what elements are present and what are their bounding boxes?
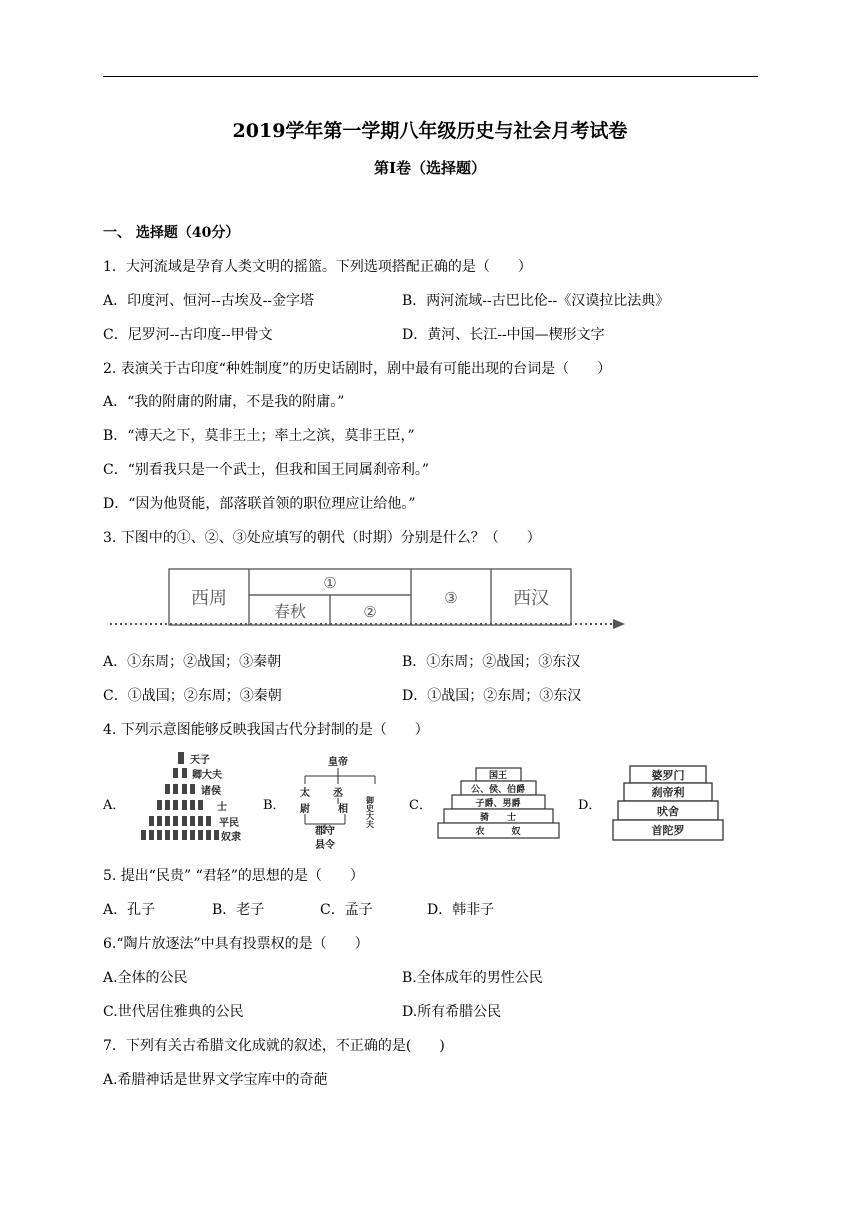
q7-option-a: A.希腊神话是世界文学宝库中的奇葩 [103,1072,328,1088]
q1-option-b: B．两河流域--古巴比伦--《汉谟拉比法典》 [402,293,670,309]
q4-diagram-d-caste [612,764,724,842]
q2-option-a: A．“我的附庸的附庸，不是我的附庸。” [103,394,345,410]
timeline-cell-xizhou: 西周 [191,588,227,609]
q4-label-a: A． [103,798,126,813]
q6-option-c: C.世代居住雅典的公民 [103,1004,244,1020]
central-wei: 尉 [300,804,310,815]
pyramid-pingmin: 平民 [219,818,239,829]
q3-option-a: A．①东周；②战国；③秦朝 [103,654,282,670]
central-yushidafu: 御史大夫 [365,796,375,828]
caste-feishe: 吠舍 [657,805,679,818]
central-junshou: 郡守 [315,826,335,837]
timeline-cell-chunqiu: 春秋 [273,602,307,621]
q4-diagram-b-central [290,754,390,854]
q4-diagram-a-pyramid [135,748,255,848]
q1-stem: 1．大河流域是孕育人类文明的摇篮。下列选项搭配正确的是（ ） [103,259,532,275]
caste-shoutuoluo: 首陀罗 [651,824,685,837]
feudal-zinan: 子爵、男爵 [475,799,521,809]
q4-label-c: C． [409,798,432,813]
q5-option-a: A．孔子 [103,902,156,918]
central-xiang: 相 [338,804,348,815]
feudal-gonghoubo: 公、侯、伯爵 [470,785,526,795]
timeline-cell-2: ② [363,603,377,621]
q2-option-d: D．“因为他贤能，部落联首领的职位理应让给他。” [103,496,416,512]
q3-timeline-diagram [110,565,630,635]
q4-stem: 4. 下列示意图能够反映我国古代分封制的是（ ） [103,722,429,738]
q3-option-b: B．①东周；②战国；③东汉 [402,654,581,670]
feudal-nongnu: 农 奴 [475,827,521,837]
pyramid-tianzi: 天子 [190,755,210,766]
feudal-guowang: 国王 [488,771,508,781]
q5-option-c: C．孟子 [320,902,373,918]
timeline-cell-3: ③ [444,589,458,607]
q1-option-a: A．印度河、恒河--古埃及--金字塔 [103,293,315,309]
feudal-qishi: 骑 士 [479,813,517,823]
q2-option-b: B．“溥天之下，莫非王土；率土之滨，莫非王臣，” [103,428,415,444]
caste-chadili: 刹帝利 [651,786,685,799]
central-cheng: 丞 [333,788,343,799]
pyramid-zhuhou: 诸侯 [201,786,221,797]
q7-stem: 7．下列有关古希腊文化成就的叙述，不正确的是( ) [103,1038,445,1054]
q6-stem: 6.“陶片放逐法”中具有投票权的是（ ） [103,936,369,952]
exam-title: 2019学年第一学期八年级历史与社会月考试卷 [232,120,628,142]
q6-option-d: D.所有希腊公民 [402,1004,502,1020]
q6-option-a: A.全体的公民 [103,970,188,986]
q4-label-d: D． [578,798,602,813]
q1-option-c: C．尼罗河--古印度--甲骨文 [103,327,273,343]
q3-option-c: C．①战国；②东周；③秦朝 [103,688,282,704]
q3-option-d: D．①战国；②东周；③东汉 [402,688,582,704]
central-huangdi: 皇帝 [328,757,348,768]
q6-option-b: B.全体成年的男性公民 [402,970,543,986]
q5-option-d: D．韩非子 [427,902,495,918]
central-tai: 太 [300,788,310,799]
timeline-cell-xihan: 西汉 [513,588,549,609]
q3-stem: 3. 下图中的①、②、③处应填写的朝代（时期）分别是什么？（ ） [103,530,541,546]
pyramid-shi: 士 [217,802,227,813]
q5-stem: 5. 提出“民贵” “君轻”的思想的是（ ） [103,868,364,884]
q4-label-b: B． [263,798,286,813]
exam-subtitle: 第Ⅰ卷（选择题） [373,159,487,177]
timeline-cell-1: ① [323,574,337,592]
q2-stem: 2. 表演关于古印度“种姓制度”的历史话剧时，剧中最有可能出现的台词是（ ） [103,361,612,377]
caste-poluomen: 婆罗门 [651,769,685,782]
pyramid-nuli: 奴隶 [221,832,241,843]
section-heading: 一、 选择题（40分） [103,225,240,241]
q4-diagram-c-feudal-europe [436,766,561,840]
q1-option-d: D．黄河、长江--中国—楔形文字 [402,327,605,343]
header-rule [103,76,758,77]
q2-option-c: C．“别看我只是一个武士，但我和国王同属刹帝利。” [103,462,430,478]
q5-option-b: B．老子 [212,902,265,918]
central-xianling: 县令 [315,840,335,851]
pyramid-qingdafu: 卿大夫 [192,770,222,781]
